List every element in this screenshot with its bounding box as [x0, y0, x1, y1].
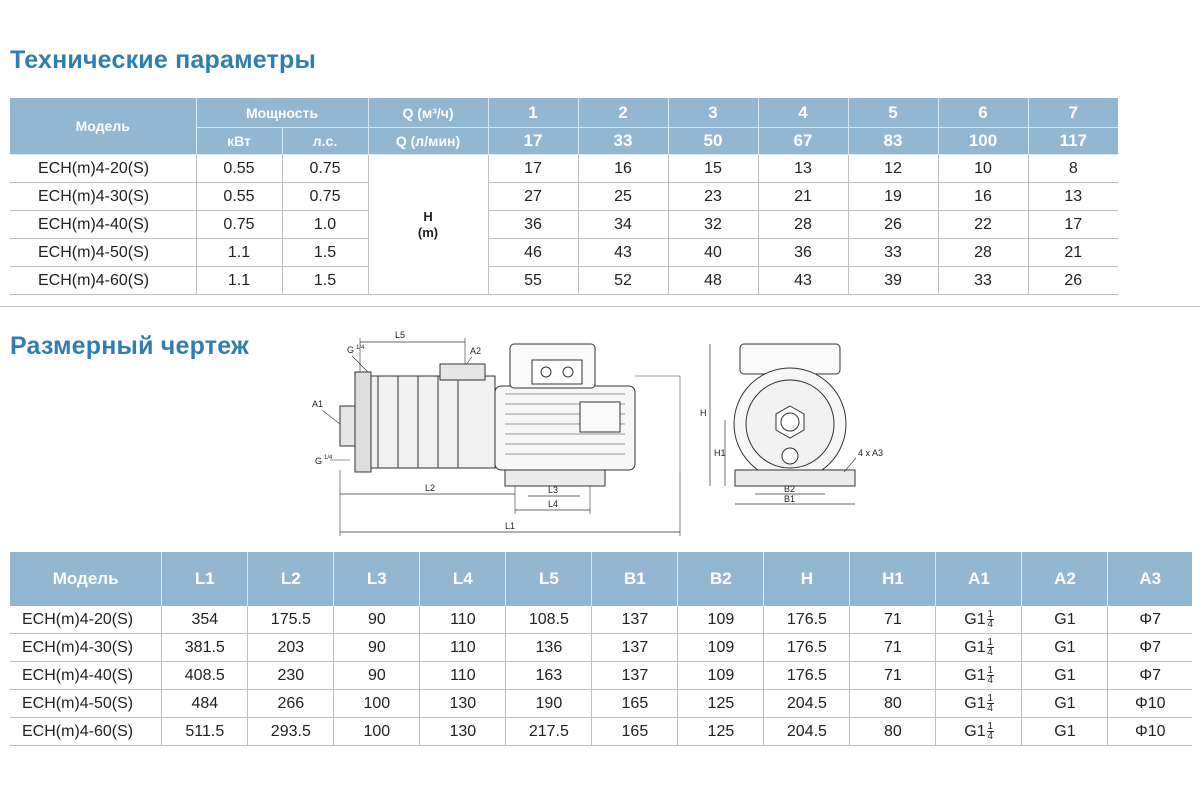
dims-cell-model: ECH(m)4-30(S) [10, 634, 162, 662]
dims-cell-b1: 137 [592, 606, 678, 634]
dims-cell-a2: G1 [1022, 690, 1108, 718]
params-cell-hp: 0.75 [282, 183, 368, 211]
a1-thread-fraction [987, 666, 994, 685]
params-cell-head: 15 [668, 155, 758, 183]
a1-fraction-numerator: 1 [987, 665, 993, 676]
dims-cell-a1 [936, 634, 1022, 662]
params-header-q-lmin-value: 17 [488, 128, 578, 155]
params-header-q-m3-value: 2 [578, 98, 668, 128]
dims-cell-l5: 108.5 [506, 606, 592, 634]
dims-cell-l2: 293.5 [248, 718, 334, 746]
dims-header-cell: B2 [678, 552, 764, 606]
params-header-q-m3-value: 4 [758, 98, 848, 128]
params-cell-head: 21 [1028, 239, 1118, 267]
params-cell-head: 10 [938, 155, 1028, 183]
params-cell-head: 8 [1028, 155, 1118, 183]
params-row [10, 239, 1118, 267]
params-cell-head: 16 [578, 155, 668, 183]
params-cell-hp: 1.5 [282, 239, 368, 267]
label-H: H [700, 408, 707, 418]
params-cell-head: 40 [668, 239, 758, 267]
dims-header-cell: H1 [850, 552, 936, 606]
params-header-q-m3: Q (м³/ч) [368, 98, 488, 128]
dims-cell-model: ECH(m)4-20(S) [10, 606, 162, 634]
params-header-power: Мощность [196, 98, 368, 128]
params-cell-head: 23 [668, 183, 758, 211]
params-cell-head: 13 [758, 155, 848, 183]
dims-header-cell: L1 [162, 552, 248, 606]
label-G-bottom: G [315, 456, 323, 466]
a1-thread [964, 610, 993, 629]
h-label-line2: (m) [417, 224, 439, 240]
section-divider [0, 306, 1200, 307]
dims-cell-l5: 163 [506, 662, 592, 690]
params-header-model: Модель [10, 98, 196, 155]
a1-thread-base: G1 [964, 694, 986, 712]
a1-fraction-numerator: 1 [987, 637, 993, 648]
params-header-q-lmin-value: 83 [848, 128, 938, 155]
dims-cell-l2: 175.5 [248, 606, 334, 634]
dims-cell-a3: Φ7 [1108, 634, 1192, 662]
params-cell-head: 26 [848, 211, 938, 239]
params-header-kw: кВт [196, 128, 282, 155]
params-cell-model: ECH(m)4-40(S) [10, 211, 196, 239]
params-cell-head: 28 [758, 211, 848, 239]
dims-cell-a1 [936, 662, 1022, 690]
dims-row [10, 662, 1192, 690]
a1-thread-fraction [987, 610, 994, 629]
dims-cell-l5: 136 [506, 634, 592, 662]
dims-cell-l2: 230 [248, 662, 334, 690]
dims-cell-l1: 354 [162, 606, 248, 634]
dims-cell-h1: 71 [850, 662, 936, 690]
dims-cell-l4: 110 [420, 634, 506, 662]
params-header-q-lmin-value: 117 [1028, 128, 1118, 155]
params-header-q-m3-value: 7 [1028, 98, 1118, 128]
a1-thread [964, 638, 993, 657]
params-row [10, 155, 1118, 183]
dims-cell-b2: 109 [678, 662, 764, 690]
dims-header-cell: A3 [1108, 552, 1192, 606]
a1-thread-base: G1 [964, 722, 986, 740]
dims-cell-h1: 71 [850, 634, 936, 662]
tech-params-table [10, 98, 1118, 295]
dims-cell-a3: Φ7 [1108, 606, 1192, 634]
dims-cell-l3: 90 [334, 662, 420, 690]
dims-cell-l5: 217.5 [506, 718, 592, 746]
a1-thread [964, 666, 993, 685]
dims-cell-model: ECH(m)4-40(S) [10, 662, 162, 690]
dimension-drawing-title: Размерный чертеж [10, 332, 249, 360]
label-quarter-top: 1/4 [356, 345, 365, 351]
params-cell-hp: 1.5 [282, 267, 368, 295]
a1-thread-fraction [987, 722, 994, 741]
dims-cell-l2: 203 [248, 634, 334, 662]
dims-cell-l1: 408.5 [162, 662, 248, 690]
a1-fraction-numerator: 1 [987, 609, 993, 620]
a1-fraction-numerator: 1 [987, 721, 993, 732]
params-cell-head: 43 [578, 239, 668, 267]
dims-cell-a1 [936, 690, 1022, 718]
params-cell-head: 27 [488, 183, 578, 211]
dims-cell-h: 176.5 [764, 606, 850, 634]
params-header-q-m3-value: 3 [668, 98, 758, 128]
dims-cell-h: 204.5 [764, 718, 850, 746]
params-cell-head: 52 [578, 267, 668, 295]
dims-cell-b1: 165 [592, 690, 678, 718]
dims-cell-l3: 90 [334, 606, 420, 634]
params-cell-head: 43 [758, 267, 848, 295]
dims-cell-h: 204.5 [764, 690, 850, 718]
params-cell-model: ECH(m)4-60(S) [10, 267, 196, 295]
dims-header-cell: L2 [248, 552, 334, 606]
dims-cell-a3: Φ10 [1108, 718, 1192, 746]
params-cell-head: 12 [848, 155, 938, 183]
dims-cell-h1: 80 [850, 718, 936, 746]
dims-cell-h1: 71 [850, 606, 936, 634]
tech-params-title: Технические параметры [10, 46, 317, 74]
params-header-q-lmin: Q (л/мин) [368, 128, 488, 155]
params-header-hp: л.с. [282, 128, 368, 155]
dims-cell-l1: 511.5 [162, 718, 248, 746]
params-cell-head: 22 [938, 211, 1028, 239]
params-cell-kw: 1.1 [196, 239, 282, 267]
params-cell-head: 46 [488, 239, 578, 267]
a1-thread [964, 722, 993, 741]
params-cell-head: 28 [938, 239, 1028, 267]
dims-cell-b1: 165 [592, 718, 678, 746]
a1-fraction-denominator: 4 [987, 703, 993, 714]
dims-row [10, 718, 1192, 746]
params-cell-head: 17 [1028, 211, 1118, 239]
params-header-q-lmin-value: 67 [758, 128, 848, 155]
dims-cell-a2: G1 [1022, 718, 1108, 746]
params-cell-head: 34 [578, 211, 668, 239]
dims-cell-l4: 110 [420, 662, 506, 690]
label-L5: L5 [395, 330, 406, 340]
label-B1: B1 [784, 494, 796, 504]
params-header-q-m3-value: 5 [848, 98, 938, 128]
dims-row [10, 634, 1192, 662]
dims-cell-a1 [936, 718, 1022, 746]
params-cell-model: ECH(m)4-50(S) [10, 239, 196, 267]
a1-fraction-denominator: 4 [987, 731, 993, 742]
label-A2: A2 [470, 346, 482, 356]
dims-cell-a2: G1 [1022, 634, 1108, 662]
pump-dimension-drawing [300, 324, 900, 544]
params-row [10, 267, 1118, 295]
a1-thread-base: G1 [964, 638, 986, 656]
params-cell-head: 13 [1028, 183, 1118, 211]
dims-cell-l1: 484 [162, 690, 248, 718]
dims-header-cell: L3 [334, 552, 420, 606]
dims-cell-l1: 381.5 [162, 634, 248, 662]
dimensions-table [10, 552, 1192, 746]
dims-cell-a2: G1 [1022, 662, 1108, 690]
params-cell-model: ECH(m)4-20(S) [10, 155, 196, 183]
params-header-q-m3-value: 6 [938, 98, 1028, 128]
dims-cell-l5: 190 [506, 690, 592, 718]
dims-cell-b1: 137 [592, 662, 678, 690]
params-header-q-lmin-value: 33 [578, 128, 668, 155]
params-cell-h-label [368, 155, 488, 295]
params-row [10, 183, 1118, 211]
params-cell-head: 32 [668, 211, 758, 239]
params-cell-head: 36 [488, 211, 578, 239]
label-A1: A1 [312, 399, 324, 409]
dims-header-cell: A2 [1022, 552, 1108, 606]
params-row [10, 211, 1118, 239]
params-header-q-lmin-value: 50 [668, 128, 758, 155]
dims-cell-a3: Φ10 [1108, 690, 1192, 718]
dims-header-cell: B1 [592, 552, 678, 606]
params-cell-head: 25 [578, 183, 668, 211]
dims-cell-l3: 100 [334, 718, 420, 746]
dims-cell-b2: 109 [678, 634, 764, 662]
params-cell-hp: 0.75 [282, 155, 368, 183]
dims-cell-a3: Φ7 [1108, 662, 1192, 690]
dims-cell-l3: 100 [334, 690, 420, 718]
params-cell-head: 16 [938, 183, 1028, 211]
dims-cell-b1: 137 [592, 634, 678, 662]
dims-cell-a2: G1 [1022, 606, 1108, 634]
params-cell-head: 55 [488, 267, 578, 295]
params-cell-head: 48 [668, 267, 758, 295]
a1-thread [964, 694, 993, 713]
dims-cell-h: 176.5 [764, 662, 850, 690]
a1-fraction-denominator: 4 [987, 619, 993, 630]
dims-cell-l2: 266 [248, 690, 334, 718]
dims-cell-b2: 109 [678, 606, 764, 634]
params-header-q-m3-value: 1 [488, 98, 578, 128]
params-cell-kw: 1.1 [196, 267, 282, 295]
params-cell-head: 21 [758, 183, 848, 211]
label-G-top: G [347, 345, 355, 355]
params-cell-model: ECH(m)4-30(S) [10, 183, 196, 211]
a1-thread-fraction [987, 694, 994, 713]
dims-header-cell: L5 [506, 552, 592, 606]
label-A3: 4 x A3 [858, 448, 884, 458]
params-cell-head: 26 [1028, 267, 1118, 295]
params-header-q-lmin-value: 100 [938, 128, 1028, 155]
dims-header-cell: H [764, 552, 850, 606]
params-cell-kw: 0.75 [196, 211, 282, 239]
label-B2: B2 [784, 484, 796, 494]
dims-cell-model: ECH(m)4-60(S) [10, 718, 162, 746]
params-cell-head: 33 [848, 239, 938, 267]
dims-row [10, 690, 1192, 718]
dims-cell-h: 176.5 [764, 634, 850, 662]
params-cell-head: 39 [848, 267, 938, 295]
dims-cell-l3: 90 [334, 634, 420, 662]
h-label-line1: H [423, 208, 433, 224]
a1-fraction-denominator: 4 [987, 675, 993, 686]
params-cell-head: 36 [758, 239, 848, 267]
label-quarter-bottom: 1/4 [324, 455, 333, 461]
dims-row [10, 606, 1192, 634]
label-L1: L1 [505, 521, 516, 531]
label-H1: H1 [714, 448, 726, 458]
params-cell-kw: 0.55 [196, 155, 282, 183]
dims-cell-h1: 80 [850, 690, 936, 718]
dims-cell-a1 [936, 606, 1022, 634]
dims-header-cell: L4 [420, 552, 506, 606]
a1-thread-base: G1 [964, 610, 986, 628]
dims-cell-b2: 125 [678, 718, 764, 746]
params-cell-head: 19 [848, 183, 938, 211]
a1-thread-fraction [987, 638, 994, 657]
params-cell-head: 33 [938, 267, 1028, 295]
dims-cell-b2: 125 [678, 690, 764, 718]
params-cell-kw: 0.55 [196, 183, 282, 211]
dims-cell-l4: 130 [420, 718, 506, 746]
dims-header-cell: A1 [936, 552, 1022, 606]
dims-cell-model: ECH(m)4-50(S) [10, 690, 162, 718]
a1-fraction-numerator: 1 [987, 693, 993, 704]
a1-fraction-denominator: 4 [987, 647, 993, 658]
label-L4: L4 [548, 499, 559, 509]
params-cell-hp: 1.0 [282, 211, 368, 239]
params-cell-head: 17 [488, 155, 578, 183]
a1-thread-base: G1 [964, 666, 986, 684]
dims-header-cell: Модель [10, 552, 162, 606]
label-L3: L3 [548, 485, 559, 495]
label-L2: L2 [425, 483, 436, 493]
dims-cell-l4: 110 [420, 606, 506, 634]
dims-cell-l4: 130 [420, 690, 506, 718]
